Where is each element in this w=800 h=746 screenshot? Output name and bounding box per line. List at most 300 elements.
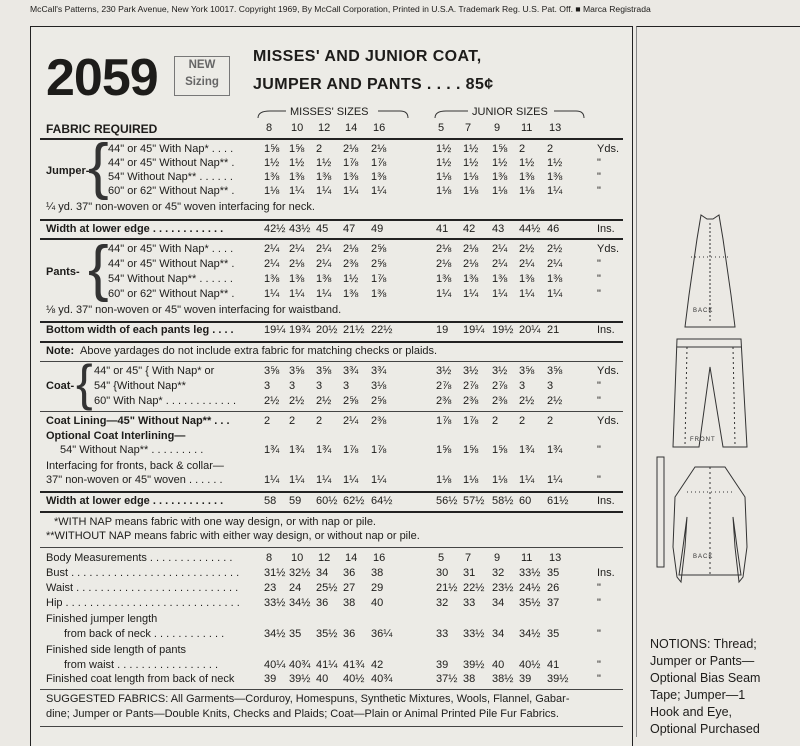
misses-value: 34½ [289, 597, 311, 609]
misses-value: 42 [371, 659, 384, 671]
junior-value: 1¼ [547, 185, 563, 197]
unit-label: " [597, 474, 601, 486]
misses-value: 34½ [264, 628, 286, 640]
junior-value: 38½ [492, 673, 514, 685]
misses-value: 2 [316, 143, 323, 155]
junior-value: 1⅜ [547, 273, 563, 285]
unit-label: " [597, 628, 601, 640]
misses-value: 2¼ [264, 243, 280, 255]
side-length-label-2: from waist . . . . . . . . . . . . . . . . . [64, 659, 219, 671]
unit-label: " [597, 185, 601, 197]
illustration-panel [636, 26, 800, 737]
junior-value: 19 [436, 324, 449, 336]
junior-value: 39½ [463, 659, 485, 671]
misses-size-header: 8 [266, 122, 273, 134]
junior-value: 2 [519, 143, 526, 155]
body-size: 10 [291, 552, 304, 564]
junior-sizes-header: JUNIOR SIZES [472, 106, 548, 118]
pants-interfacing-note: ⅛ yd. 37" non-woven or 45" woven interfacing for waistband. [46, 304, 342, 316]
unit-label: " [597, 273, 601, 285]
junior-value: 1¼ [547, 288, 563, 300]
misses-value: 3 [316, 380, 323, 392]
misses-value: 1½ [316, 157, 332, 169]
junior-value: 2 [492, 415, 499, 427]
junior-value: 43 [492, 223, 505, 235]
junior-value: 2 [519, 415, 526, 427]
junior-value: 1¼ [547, 474, 563, 486]
misses-value: 36 [343, 628, 356, 640]
junior-value: 1⅛ [463, 474, 479, 486]
junior-value: 39 [436, 659, 449, 671]
misses-value: 2⅝ [371, 258, 387, 270]
junior-value: 34½ [519, 628, 541, 640]
junior-value: 1¼ [519, 474, 535, 486]
pants-fabric-label: 54" Without Nap** . . . . . . [108, 273, 233, 285]
junior-value: 1⅜ [519, 171, 535, 183]
misses-value: 1¼ [371, 474, 387, 486]
body-size: 8 [266, 552, 273, 564]
junior-value: 30 [436, 567, 449, 579]
body-size: 5 [438, 552, 445, 564]
junior-value: 42 [463, 223, 476, 235]
junior-value: 33½ [463, 628, 485, 640]
misses-size-header: 12 [318, 122, 331, 134]
junior-value: 3⅝ [519, 365, 535, 377]
junior-value: 2⅛ [463, 258, 479, 270]
unit-label: Ins. [597, 567, 615, 579]
junior-value: 2¼ [492, 243, 508, 255]
misses-value: 1¼ [264, 288, 280, 300]
interfacing-label: Interfacing for fronts, back & collar— [46, 460, 224, 472]
misses-value: 3⅝ [289, 365, 305, 377]
pants-brace: { [88, 234, 109, 303]
width-lower-edge-label: Width at lower edge . . . . . . . . . . . . [46, 495, 224, 507]
junior-value: 1½ [436, 143, 452, 155]
misses-value: 25½ [316, 582, 338, 594]
misses-value: 1⅜ [289, 273, 305, 285]
junior-value: 1¾ [519, 444, 535, 456]
size-header-brackets [250, 104, 610, 120]
junior-value: 1⅝ [436, 444, 452, 456]
misses-value: 3 [343, 380, 350, 392]
junior-value: 1¼ [463, 288, 479, 300]
misses-value: 33½ [264, 597, 286, 609]
misses-value: 38 [371, 567, 384, 579]
misses-value: 2⅝ [343, 395, 359, 407]
misses-value: 42½ [264, 223, 286, 235]
junior-value: 1⅜ [519, 273, 535, 285]
unit-label: Yds. [597, 365, 620, 377]
garment-illustrations [637, 27, 800, 738]
misses-value: 19¼ [264, 324, 286, 336]
misses-value: 2⅜ [343, 258, 359, 270]
misses-value: 38 [343, 597, 356, 609]
junior-value: 1¾ [547, 444, 563, 456]
misses-value: 1⅜ [289, 171, 305, 183]
unit-label: " [597, 659, 601, 671]
junior-value: 44½ [519, 223, 541, 235]
junior-value: 46 [547, 223, 560, 235]
misses-value: 1⅜ [316, 273, 332, 285]
misses-value: 1¾ [316, 444, 332, 456]
unit-label: Yds. [597, 243, 620, 255]
misses-value: 40¼ [264, 659, 286, 671]
misses-value: 1½ [264, 157, 280, 169]
misses-value: 62½ [343, 495, 365, 507]
rule [40, 341, 623, 343]
junior-value: 1⅜ [492, 171, 508, 183]
rule-top [40, 138, 623, 140]
misses-value: 1⅜ [264, 273, 280, 285]
rule [40, 726, 623, 727]
junior-value: 35 [547, 567, 560, 579]
junior-value: 2⅜ [463, 395, 479, 407]
misses-value: 22½ [371, 324, 393, 336]
notions-line: Jumper or Pants— [650, 654, 755, 668]
misses-value: 49 [371, 223, 384, 235]
misses-size-header: 16 [373, 122, 386, 134]
notions-line: Tape; Jumper—1 [650, 688, 746, 702]
junior-value: 1½ [492, 157, 508, 169]
junior-value: 37 [547, 597, 560, 609]
rule [40, 491, 623, 493]
body-row-label: Bust . . . . . . . . . . . . . . . . . . . . . . . . . . . . [46, 567, 240, 579]
misses-value: 39 [264, 673, 277, 685]
misses-value: 1¼ [264, 474, 280, 486]
misses-value: 29 [371, 582, 384, 594]
junior-value: 1⅛ [436, 474, 452, 486]
junior-value: 1⅝ [463, 444, 479, 456]
junior-value: 2¼ [519, 258, 535, 270]
misses-value: 1¾ [264, 444, 280, 456]
misses-value: 47 [343, 223, 356, 235]
misses-value: 2¼ [316, 243, 332, 255]
misses-value: 36 [316, 597, 329, 609]
misses-value: 40¾ [289, 659, 311, 671]
unit-label: " [597, 380, 601, 392]
misses-value: 1⅛ [264, 185, 280, 197]
misses-value: 2⅜ [371, 415, 387, 427]
junior-value: 56½ [436, 495, 458, 507]
junior-value: 2⅛ [436, 258, 452, 270]
junior-value: 32 [492, 567, 505, 579]
misses-value: 2⅝ [371, 395, 387, 407]
misses-value: 39½ [289, 673, 311, 685]
junior-value: 1⅜ [463, 273, 479, 285]
fabric-required-label: FABRIC REQUIRED [46, 122, 158, 136]
misses-value: 36¼ [371, 628, 393, 640]
misses-value: 3⅝ [264, 365, 280, 377]
misses-value: 1⅞ [343, 444, 359, 456]
junior-value: 1⅜ [492, 273, 508, 285]
junior-value: 1⅛ [492, 474, 508, 486]
misses-value: 58 [264, 495, 277, 507]
pants-fabric-label: 60" or 62" Without Nap** . [108, 288, 235, 300]
body-size: 11 [521, 552, 533, 564]
junior-value: 33 [463, 597, 476, 609]
coat-fabric-label: 44" or 45" { With Nap* or [94, 365, 215, 377]
junior-value: 40½ [519, 659, 541, 671]
caption-front: FRONT [690, 437, 716, 443]
junior-size-header: 13 [549, 122, 562, 134]
body-size: 7 [465, 552, 472, 564]
junior-value: 1½ [519, 157, 535, 169]
junior-value: 1⅛ [436, 185, 452, 197]
junior-value: 1¼ [519, 288, 535, 300]
without-nap-note: **WITHOUT NAP means fabric with either way design, or without nap or pile. [46, 530, 420, 542]
unit-label: Yds. [597, 143, 620, 155]
junior-value: 1⅞ [463, 415, 479, 427]
misses-value: 3 [264, 380, 271, 392]
coat-length-label: Finished coat length from back of neck [46, 673, 235, 685]
misses-value: 2⅛ [371, 143, 387, 155]
junior-value: 39 [519, 673, 532, 685]
misses-value: 2 [289, 415, 296, 427]
misses-value: 2⅛ [343, 243, 359, 255]
junior-value: 3 [519, 380, 526, 392]
misses-value: 1½ [343, 273, 359, 285]
rule [40, 547, 623, 548]
misses-value: 27 [343, 582, 356, 594]
misses-value: 2⅛ [343, 143, 359, 155]
caption-back-1: BACK [693, 308, 714, 314]
rule [40, 689, 623, 690]
title-line-2: JUMPER AND PANTS . . . . 85¢ [253, 76, 494, 93]
misses-value: 31½ [264, 567, 286, 579]
misses-value: 60½ [316, 495, 338, 507]
junior-value: 2½ [547, 395, 563, 407]
junior-value: 2½ [547, 243, 563, 255]
body-size: 14 [345, 552, 358, 564]
misses-value: 1⅜ [343, 171, 359, 183]
junior-value: 1⅛ [519, 185, 535, 197]
misses-value: 3¾ [343, 365, 359, 377]
width-lower-edge-label: Width at lower edge . . . . . . . . . . . . [46, 223, 224, 235]
misses-value: 2¼ [264, 258, 280, 270]
junior-value: 3½ [492, 365, 508, 377]
junior-value: 34 [492, 628, 505, 640]
notions-line: NOTIONS: Thread; [650, 637, 757, 651]
junior-value: 21½ [436, 582, 458, 594]
misses-size-header: 14 [345, 122, 358, 134]
jumper-fabric-label: 44" or 45" With Nap* . . . . [108, 143, 234, 155]
misses-value: 1¼ [289, 474, 305, 486]
junior-value: 35½ [519, 597, 541, 609]
junior-value: 31 [463, 567, 476, 579]
misses-value: 23 [264, 582, 277, 594]
junior-value: 1⅛ [463, 185, 479, 197]
misses-value: 1¼ [316, 474, 332, 486]
publisher-line: McCall's Patterns, 230 Park Avenue, New York 10017. Copyright 1969, By McCall Corporation, Printed in U.S.A. Trademark Reg. U.S. Pat. Off. ■ Marca Registrada [30, 4, 651, 14]
junior-value: 2⅜ [436, 395, 452, 407]
note-text: Above yardages do not include extra fabric for matching checks or plaids. [80, 345, 438, 357]
new-sizing-badge [174, 56, 230, 96]
junior-value: 1⅝ [492, 143, 508, 155]
notions-line: Optional Bias Seam [650, 671, 761, 685]
junior-value: 3½ [463, 365, 479, 377]
body-row-label: Waist . . . . . . . . . . . . . . . . . . . . . . . . . . . [46, 582, 239, 594]
misses-value: 35½ [316, 628, 338, 640]
misses-value: 40 [371, 597, 384, 609]
junior-value: 40 [492, 659, 505, 671]
misses-value: 1⅝ [289, 143, 305, 155]
jumper-fabric-label: 54" Without Nap** . . . . . . [108, 171, 233, 183]
body-size: 16 [373, 552, 386, 564]
junior-value: 1⅛ [436, 171, 452, 183]
misses-value: 24 [289, 582, 302, 594]
junior-value: 60 [519, 495, 532, 507]
misses-value: 2¼ [316, 258, 332, 270]
misses-value: 41¼ [316, 659, 338, 671]
misses-value: 34 [316, 567, 329, 579]
title-line-1: MISSES' AND JUNIOR COAT, [253, 48, 482, 65]
misses-value: 1⅜ [371, 288, 387, 300]
junior-value: 57½ [463, 495, 485, 507]
misses-value: 1¾ [289, 444, 305, 456]
interlining-sub-label: 54" Without Nap** . . . . . . . . . [60, 444, 204, 456]
junior-value: 35 [547, 628, 560, 640]
junior-value: 33½ [519, 567, 541, 579]
coat-fabric-label: 60" With Nap* . . . . . . . . . . . . [94, 395, 237, 407]
junior-value: 3⅝ [547, 365, 563, 377]
misses-value: 40½ [343, 673, 365, 685]
rule [40, 511, 623, 513]
misses-value: 1⅜ [343, 288, 359, 300]
unit-label: Ins. [597, 324, 615, 336]
rule [40, 321, 623, 323]
misses-size-header: 10 [291, 122, 304, 134]
misses-value: 2 [264, 415, 271, 427]
junior-value: 34 [492, 597, 505, 609]
misses-value: 19¾ [289, 324, 311, 336]
notions-line: Hook and Eye, [650, 705, 732, 719]
junior-value: 2½ [519, 243, 535, 255]
misses-value: 64½ [371, 495, 393, 507]
junior-value: 26 [547, 582, 560, 594]
junior-value: 19½ [492, 324, 514, 336]
misses-value: 45 [316, 223, 329, 235]
unit-label: " [597, 171, 601, 183]
junior-value: 22½ [463, 582, 485, 594]
misses-value: 20½ [316, 324, 338, 336]
misses-value: 1⅜ [316, 171, 332, 183]
junior-value: 20¼ [519, 324, 541, 336]
junior-value: 1⅛ [492, 185, 508, 197]
pattern-number: 2059 [46, 49, 158, 107]
unit-label: Yds. [597, 415, 620, 427]
misses-value: 2⅛ [289, 258, 305, 270]
body-size: 9 [494, 552, 501, 564]
misses-value: 35 [289, 628, 302, 640]
jumper-brace: { [88, 132, 109, 201]
misses-value: 59 [289, 495, 302, 507]
unit-label: " [597, 288, 601, 300]
misses-value: 1¼ [289, 185, 305, 197]
junior-value: 1⅜ [547, 171, 563, 183]
junior-value: 1⅞ [436, 415, 452, 427]
junior-value: 41 [436, 223, 449, 235]
badge-line-1: NEW [188, 59, 216, 71]
interfacing-label-2: 37" non-woven or 45" woven . . . . . . [46, 474, 223, 486]
misses-value: 21½ [343, 324, 365, 336]
misses-value: 3 [289, 380, 296, 392]
junior-value: 32 [436, 597, 449, 609]
misses-value: 1¼ [371, 185, 387, 197]
badge-line-2: Sizing [185, 76, 219, 88]
misses-value: 40¾ [371, 673, 393, 685]
junior-value: 41 [547, 659, 560, 671]
side-length-label: Finished side length of pants [46, 644, 187, 656]
junior-value: 24½ [519, 582, 541, 594]
misses-value: 41¾ [343, 659, 365, 671]
jumper-fabric-label: 44" or 45" Without Nap** . [108, 157, 235, 169]
unit-label: Ins. [597, 495, 615, 507]
misses-value: 3⅛ [371, 380, 387, 392]
coat-lining-label: Coat Lining—45" Without Nap** . . . [46, 415, 230, 427]
misses-value: 1⅜ [371, 171, 387, 183]
junior-value: 3½ [436, 365, 452, 377]
pants-label: Pants- [46, 266, 80, 278]
junior-value: 2⅞ [463, 380, 479, 392]
caption-back-2: BACK [693, 554, 714, 560]
junior-value: 3 [547, 380, 554, 392]
junior-value: 61½ [547, 495, 569, 507]
pants-fabric-label: 44" or 45" With Nap* . . . . [108, 243, 234, 255]
notions-box [650, 636, 760, 738]
misses-value: 3⅝ [316, 365, 332, 377]
unit-label: " [597, 582, 601, 594]
misses-value: 1¼ [316, 288, 332, 300]
misses-value: 32½ [289, 567, 311, 579]
junior-value: 2 [547, 415, 554, 427]
junior-value: 21 [547, 324, 560, 336]
misses-value: 1⅞ [343, 157, 359, 169]
misses-value: 2½ [289, 395, 305, 407]
unit-label: " [597, 395, 601, 407]
unit-label: Ins. [597, 223, 615, 235]
pants-fabric-label: 44" or 45" Without Nap** . [108, 258, 235, 270]
misses-value: 36 [343, 567, 356, 579]
unit-label: " [597, 597, 601, 609]
misses-value: 1¼ [316, 185, 332, 197]
unit-label: " [597, 673, 601, 685]
junior-size-header: 9 [494, 122, 501, 134]
misses-value: 1⅞ [371, 157, 387, 169]
body-measurements-label: Body Measurements . . . . . . . . . . . . . . [46, 552, 233, 564]
junior-value: 58½ [492, 495, 514, 507]
with-nap-note: *WITH NAP means fabric with one way design, or with nap or pile. [54, 516, 376, 528]
junior-value: 2 [547, 143, 554, 155]
misses-value: 1¼ [343, 185, 359, 197]
junior-value: 23½ [492, 582, 514, 594]
misses-value: 1¼ [343, 474, 359, 486]
misses-value: 1⅞ [371, 273, 387, 285]
junior-value: 2¼ [492, 258, 508, 270]
misses-value: 2 [316, 415, 323, 427]
misses-value: 1⅞ [371, 444, 387, 456]
misses-value: 3¾ [371, 365, 387, 377]
unit-label: " [597, 258, 601, 270]
suggested-fabrics-line-2: dine; Jumper or Pants—Double Knits, Checks and Plaids; Coat—Plain or Animal Printed Pile Fur Fabrics. [46, 708, 559, 720]
junior-value: 2¼ [547, 258, 563, 270]
junior-value: 1¼ [436, 288, 452, 300]
junior-value: 33 [436, 628, 449, 640]
junior-value: 2½ [519, 395, 535, 407]
junior-value: 1⅝ [492, 444, 508, 456]
junior-size-header: 11 [521, 122, 533, 134]
notions-line: Optional Purchased [650, 722, 760, 736]
junior-value: 2⅛ [463, 243, 479, 255]
